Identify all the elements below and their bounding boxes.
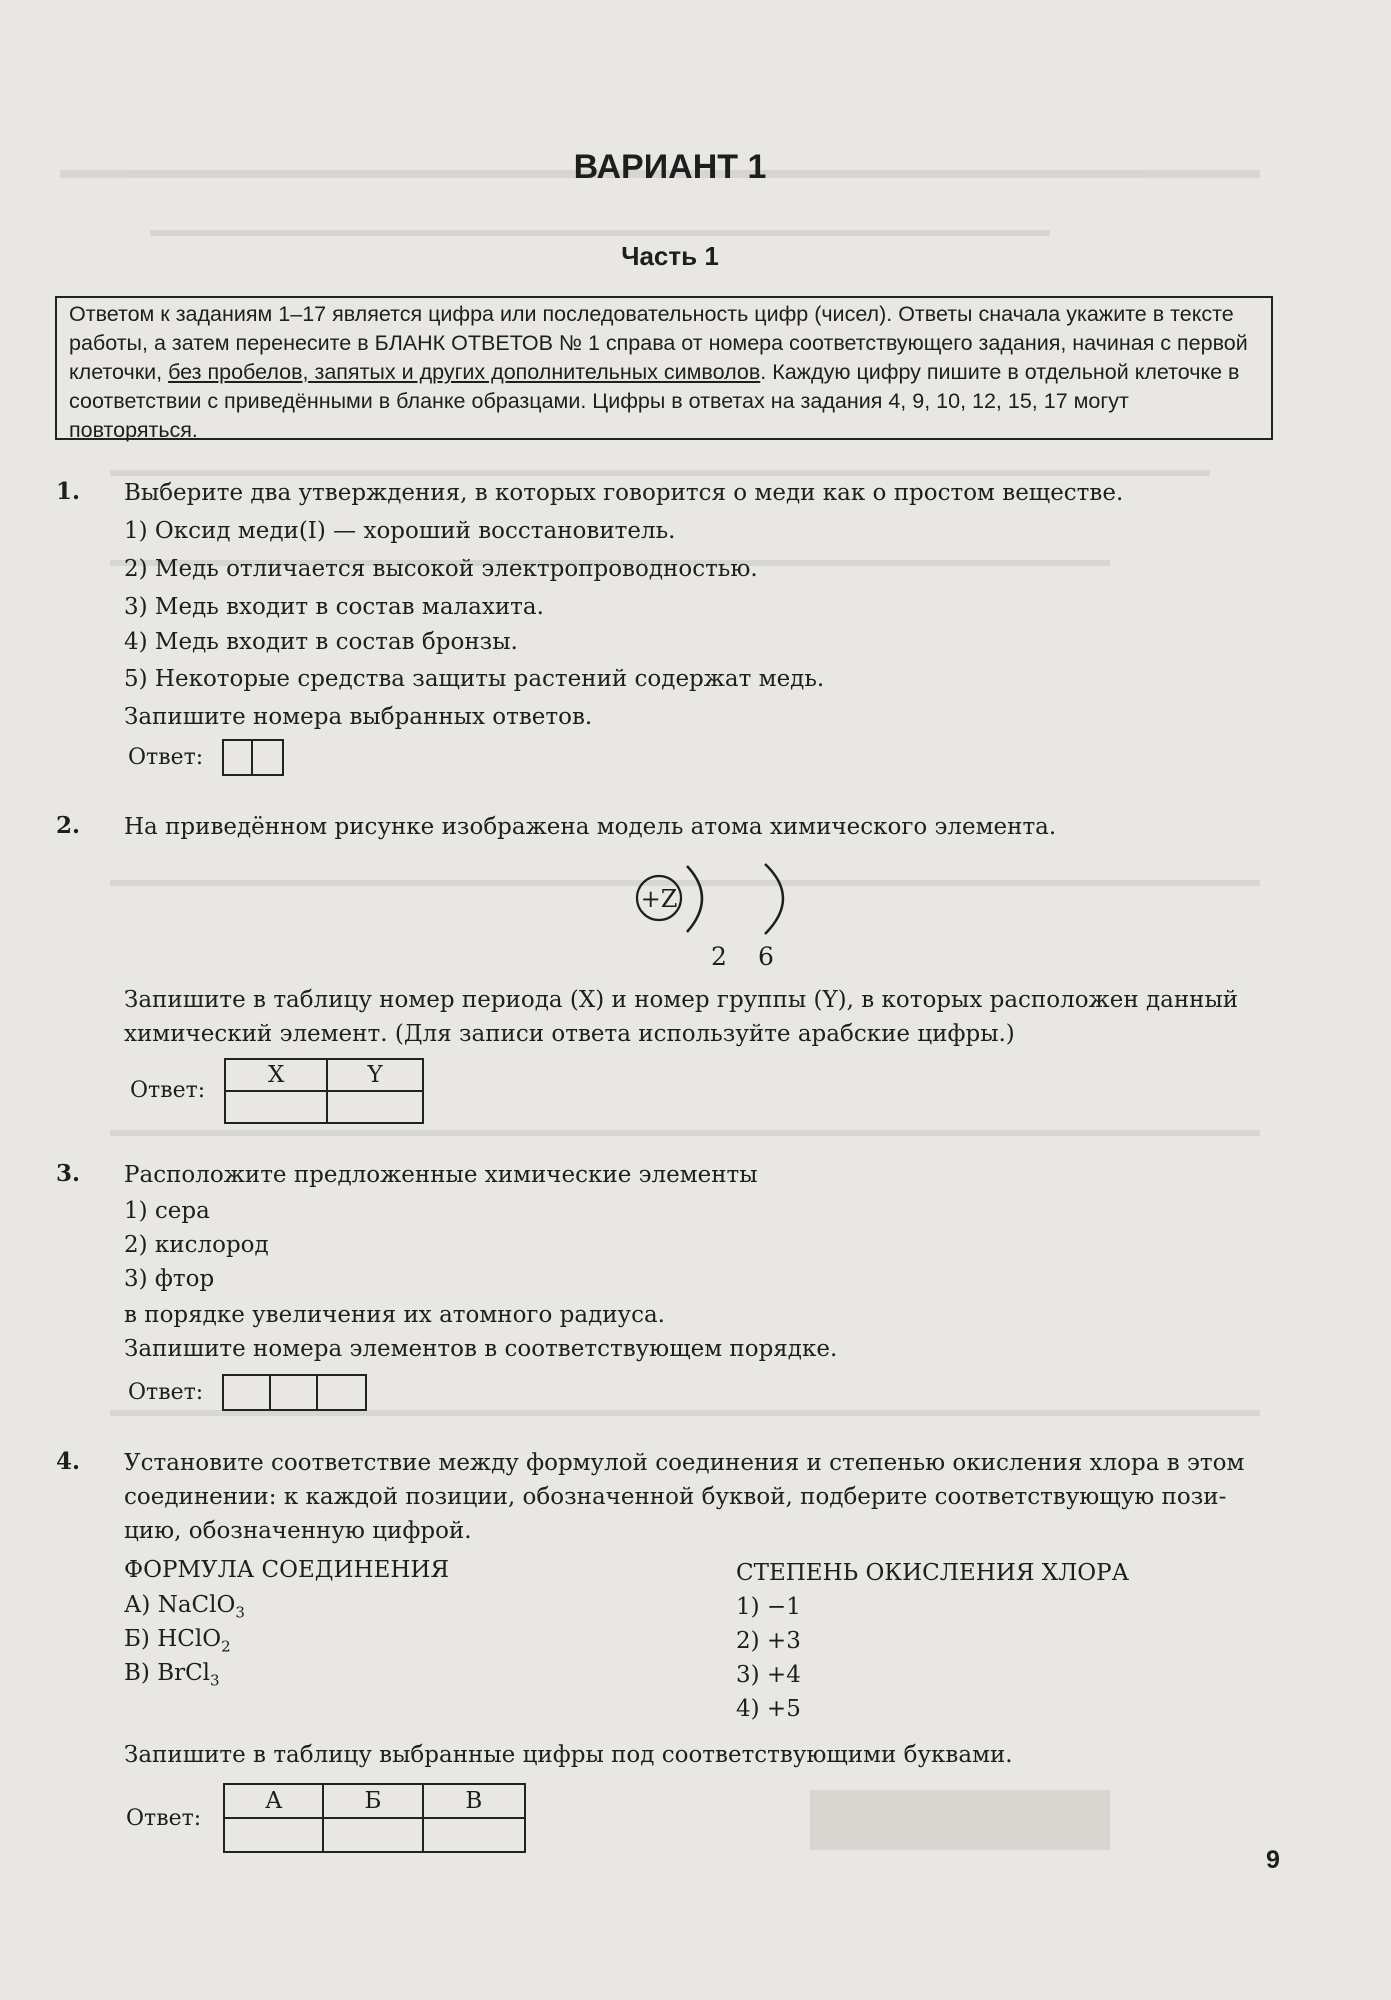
formula-main: BrCl [157, 1660, 211, 1686]
q2-answer-label: Ответ: [130, 1078, 206, 1103]
answer-cell[interactable] [271, 1376, 318, 1409]
q1-record: Запишите номера выбранных ответов. [124, 704, 593, 730]
q4-col-a-header: А [224, 1784, 323, 1818]
q4-prompt-line-1: Установите соответствие между формулой соединения и степенью окисления хлора в этом [124, 1450, 1245, 1476]
instructions-box [55, 296, 1273, 440]
q4-record: Запишите в таблицу выбранные цифры под соответствующими буквами. [124, 1742, 1013, 1768]
q3-option-2: 2) кислород [124, 1232, 269, 1258]
answer-cell[interactable] [224, 1818, 323, 1852]
answer-cell[interactable] [225, 1091, 327, 1123]
instructions-text [69, 300, 1259, 445]
q4-state-2: 2) +3 [736, 1628, 801, 1654]
q1-option-1: 1) Оксид меди(I) — хороший восстановитель. [124, 518, 676, 544]
q1-answer-label: Ответ: [128, 745, 204, 770]
q2-record-line-1: Запишите в таблицу номер периода (X) и номер группы (Y), в которых расположен данный [124, 987, 1239, 1013]
answer-cell[interactable] [318, 1376, 365, 1409]
q3-answer-label: Ответ: [128, 1380, 204, 1405]
q4-prompt-line-3: цию, обозначенную цифрой. [124, 1518, 472, 1544]
q4-right-header: СТЕПЕНЬ ОКИСЛЕНИЯ ХЛОРА [736, 1560, 1130, 1586]
answer-cell[interactable] [423, 1818, 525, 1852]
q3-option-3: 3) фтор [124, 1266, 215, 1292]
instructions-text-after: . Каждую цифру пишите в отдельной клеточке в соответствии с приведёнными в бланке образцами. Цифры в ответах на задания 4, 9, 10, 12, 15, 17 могут повторяться. [69, 360, 1240, 442]
formula-label: В) [124, 1660, 150, 1686]
nucleus-charge: +Z [640, 885, 678, 913]
q4-state-4: 4) +5 [736, 1696, 801, 1722]
answer-cell[interactable] [224, 741, 253, 774]
answer-cell[interactable] [224, 1376, 271, 1409]
shell-2-electrons: 6 [758, 942, 774, 971]
q4-answer-table [223, 1783, 526, 1853]
electron-shell-2 [765, 864, 783, 934]
answer-cell[interactable] [253, 741, 282, 774]
shell-1-electrons: 2 [711, 942, 727, 971]
q1-option-2: 2) Медь отличается высокой электропроводностью. [124, 556, 758, 582]
part-title: Часть 1 [621, 241, 719, 271]
q4-left-header: ФОРМУЛА СОЕДИНЕНИЯ [124, 1557, 450, 1583]
formula-subscript: 2 [221, 1637, 231, 1656]
page-number: 9 [1266, 1846, 1280, 1874]
q4-formula-v [124, 1656, 220, 1698]
formula-subscript: 3 [210, 1671, 220, 1690]
q4-state-3: 3) +4 [736, 1662, 801, 1688]
q2-col-x-header: X [225, 1059, 327, 1091]
instructions-text-before: Ответом к заданиям 1–17 является цифра или последовательность цифр (чисел). Ответы сначала укажите в тексте работы, а затем перенесите в БЛАНК ОТВЕТОВ № 1 справа от номера соответствующего задания, начиная с первой клеточки, [69, 302, 1248, 384]
formula-label: А) [124, 1592, 151, 1618]
formula-main: NaClO [157, 1592, 236, 1618]
q1-prompt: Выберите два утверждения, в которых говорится о меди как о простом веществе. [124, 480, 1124, 506]
q3-option-1: 1) сера [124, 1198, 210, 1224]
answer-cell[interactable] [323, 1818, 422, 1852]
q4-state-1: 1) −1 [736, 1594, 801, 1620]
q3-answer-cells[interactable] [222, 1374, 367, 1411]
q2-answer-table [224, 1058, 424, 1124]
q2-prompt: На приведённом рисунке изображена модель атома химического элемента. [124, 814, 1057, 840]
q3-number: 3. [56, 1160, 81, 1187]
q1-option-4: 4) Медь входит в состав бронзы. [124, 629, 518, 655]
q2-number: 2. [56, 812, 81, 839]
q1-answer-cells[interactable] [222, 739, 284, 776]
answer-cell[interactable] [327, 1091, 423, 1123]
q4-col-v-header: В [423, 1784, 525, 1818]
q1-number: 1. [56, 478, 81, 505]
q2-record-line-2: химический элемент. (Для записи ответа используйте арабские цифры.) [124, 1021, 1015, 1047]
q3-record: Запишите номера элементов в соответствующем порядке. [124, 1336, 838, 1362]
q1-option-5: 5) Некоторые средства защиты растений содержат медь. [124, 666, 825, 692]
formula-main: HClO [157, 1626, 222, 1652]
q4-answer-label: Ответ: [126, 1806, 202, 1831]
q3-order: в порядке увеличения их атомного радиуса. [124, 1302, 665, 1328]
q1-option-3: 3) Медь входит в состав малахита. [124, 594, 544, 620]
q4-prompt-line-2: соединении: к каждой позиции, обозначенной буквой, подберите соответствующую пози- [124, 1484, 1227, 1510]
q4-col-b-header: Б [323, 1784, 422, 1818]
formula-subscript: 3 [235, 1603, 245, 1622]
q4-number: 4. [56, 1448, 81, 1475]
instructions-text-underlined: без пробелов, запятых и других дополнительных символов [168, 360, 761, 384]
atom-model-diagram [625, 860, 795, 972]
formula-label: Б) [124, 1626, 150, 1652]
q2-col-y-header: Y [327, 1059, 423, 1091]
variant-title: ВАРИАНТ 1 [573, 148, 767, 186]
q3-prompt: Расположите предложенные химические элементы [124, 1162, 758, 1188]
electron-shell-1 [687, 866, 702, 932]
